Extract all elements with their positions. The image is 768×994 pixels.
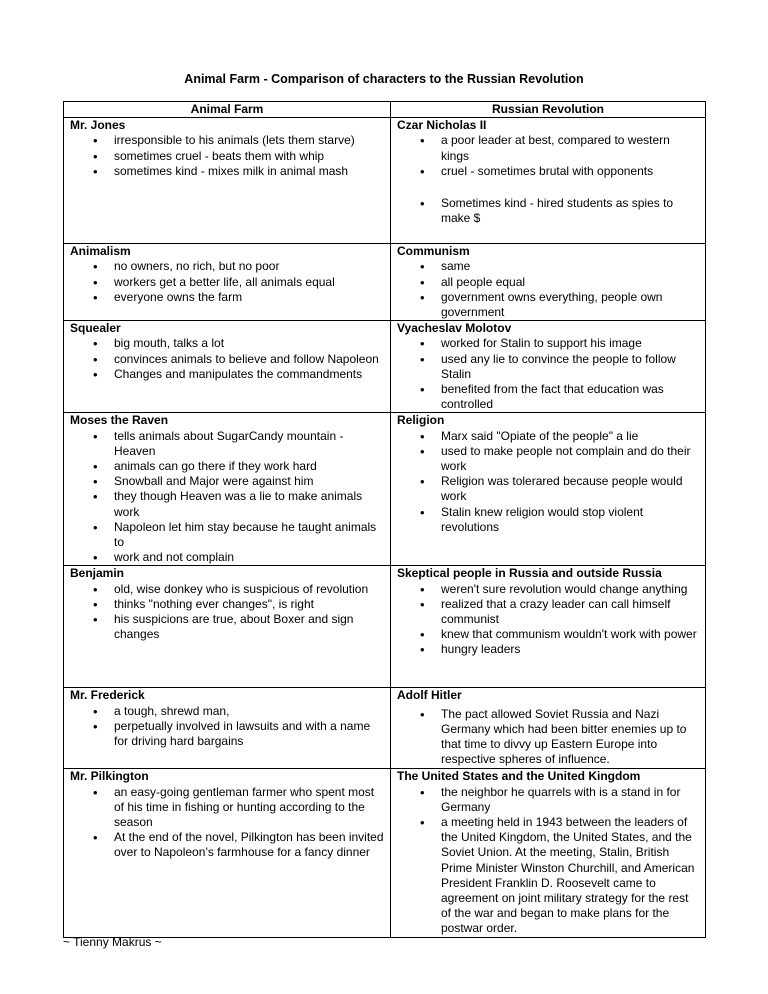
- list-item: • used any lie to convince the people to follow Stalin: [441, 352, 699, 382]
- list-item: • thinks "nothing ever changes", is right: [114, 597, 384, 612]
- table-row: [64, 118, 706, 244]
- animal-farm-cell: [64, 566, 391, 688]
- trait-list: [397, 336, 705, 412]
- comparison-table: [63, 101, 706, 938]
- trait-list: [70, 336, 390, 382]
- animal-farm-cell: [64, 118, 391, 244]
- animal-farm-cell: [64, 688, 391, 769]
- character-name: Moses the Raven: [70, 413, 169, 428]
- table-row: [64, 244, 706, 321]
- trait-list: [70, 785, 390, 861]
- list-item: • tells animals about SugarCandy mountain - Heaven: [114, 429, 384, 459]
- trait-list: [397, 707, 705, 768]
- list-item: • Marx said "Opiate of the people" a lie: [441, 429, 699, 444]
- list-item: • Religion was tolerared because people would work: [441, 474, 699, 504]
- character-name: Benjamin: [70, 566, 125, 581]
- list-item: • his suspicions are true, about Boxer and sign changes: [114, 612, 384, 642]
- list-item: • work and not complain: [114, 550, 384, 565]
- counterpart-name: Religion: [397, 413, 445, 428]
- character-name: Mr. Pilkington: [70, 769, 149, 784]
- counterpart-name: Communism: [397, 244, 470, 259]
- list-item: • Changes and manipulates the commandments: [114, 367, 384, 382]
- trait-list: [70, 133, 390, 179]
- russian-revolution-cell: [391, 321, 706, 413]
- russian-revolution-cell: [391, 413, 706, 566]
- counterpart-name: Adolf Hitler: [397, 688, 462, 703]
- character-name: Squealer: [70, 321, 121, 336]
- column-header-russian-revolution: Russian Revolution: [391, 102, 706, 118]
- trait-list: [70, 582, 390, 643]
- list-item: • At the end of the novel, Pilkington has been invited over to Napoleon’s farmhouse for a fancy dinner: [114, 830, 384, 860]
- list-item: • perpetually involved in lawsuits and with a name for driving hard bargains: [114, 719, 384, 749]
- animal-farm-cell: [64, 321, 391, 413]
- list-item: • The pact allowed Soviet Russia and Nazi Germany which had been bitter enemies up to that time to divvy up Eastern Europe into respective spheres of influence.: [441, 707, 699, 768]
- list-item: • same: [441, 259, 699, 274]
- table-row: [64, 413, 706, 566]
- list-item: • old, wise donkey who is suspicious of revolution: [114, 582, 384, 597]
- list-item: • sometimes cruel - beats them with whip: [114, 149, 384, 164]
- list-item: • government owns everything, people own government: [441, 290, 699, 320]
- list-item: • Snowball and Major were against him: [114, 474, 384, 489]
- trait-list: [397, 785, 705, 937]
- trait-list: [397, 429, 705, 535]
- column-header-animal-farm: Animal Farm: [64, 102, 391, 118]
- counterpart-name: Vyacheslav Molotov: [397, 321, 512, 336]
- russian-revolution-cell: [391, 769, 706, 937]
- list-item: • a meeting held in 1943 between the leaders of the United Kingdom, the United States, and the Soviet Union. At the meeting, Stalin, British Prime Minister Winston Churchill, and American President Franklin D. Roosevelt came to agreement on joint military strategy for the rest of the war and began to make plans for the postwar order.: [441, 815, 699, 937]
- trait-list: [397, 133, 705, 226]
- page-title: Animal Farm - Comparison of characters to the Russian Revolution: [184, 72, 584, 86]
- russian-revolution-cell: [391, 244, 706, 321]
- trait-list: [397, 582, 705, 658]
- animal-farm-cell: [64, 413, 391, 566]
- russian-revolution-cell: [391, 118, 706, 244]
- header-row: [64, 102, 706, 118]
- character-name: Mr. Jones: [70, 118, 126, 133]
- character-name: Animalism: [70, 244, 131, 259]
- trait-list: [70, 429, 390, 566]
- list-item: • weren't sure revolution would change anything: [441, 582, 699, 597]
- table-row: [64, 321, 706, 413]
- russian-revolution-cell: [391, 566, 706, 688]
- list-item: • big mouth, talks a lot: [114, 336, 384, 351]
- list-item: • an easy-going gentleman farmer who spent most of his time in fishing or hunting according to the season: [114, 785, 384, 831]
- list-item: • irresponsible to his animals (lets them starve): [114, 133, 384, 148]
- list-item: • no owners, no rich, but no poor: [114, 259, 384, 274]
- list-item: • cruel - sometimes brutal with opponents: [441, 164, 699, 179]
- table-row: [64, 688, 706, 769]
- list-item: • knew that communism wouldn't work with power: [441, 627, 699, 642]
- list-item: • animals can go there if they work hard: [114, 459, 384, 474]
- list-item: • used to make people not complain and do their work: [441, 444, 699, 474]
- list-item: • all people equal: [441, 275, 699, 290]
- character-name: Mr. Frederick: [70, 688, 145, 703]
- list-item: • Sometimes kind - hired students as spies to make $: [441, 196, 699, 226]
- list-item: • workers get a better life, all animals equal: [114, 275, 384, 290]
- list-item: • the neighbor he quarrels with is a stand in for Germany: [441, 785, 699, 815]
- table-row: [64, 769, 706, 937]
- counterpart-name: The United States and the United Kingdom: [397, 769, 641, 784]
- author-footer: ~ Tienny Makrus ~: [63, 935, 162, 949]
- list-item: • worked for Stalin to support his image: [441, 336, 699, 351]
- list-item: • everyone owns the farm: [114, 290, 384, 305]
- list-item: • Stalin knew religion would stop violent revolutions: [441, 505, 699, 535]
- animal-farm-cell: [64, 244, 391, 321]
- list-item: • sometimes kind - mixes milk in animal mash: [114, 164, 384, 179]
- list-item: • a tough, shrewd man,: [114, 704, 384, 719]
- list-item: • Napoleon let him stay because he taught animals to: [114, 520, 384, 550]
- trait-list: [397, 259, 705, 320]
- list-item: • convinces animals to believe and follow Napoleon: [114, 352, 384, 367]
- animal-farm-cell: [64, 769, 391, 937]
- counterpart-name: Skeptical people in Russia and outside Russia: [397, 566, 662, 581]
- russian-revolution-cell: [391, 688, 706, 769]
- trait-list: [70, 704, 390, 750]
- list-item: • benefited from the fact that education was controlled: [441, 382, 699, 412]
- list-item: • hungry leaders: [441, 642, 699, 657]
- table-row: [64, 566, 706, 688]
- counterpart-name: Czar Nicholas II: [397, 118, 487, 133]
- list-item: • they though Heaven was a lie to make animals work: [114, 489, 384, 519]
- list-item: • realized that a crazy leader can call himself communist: [441, 597, 699, 627]
- trait-list: [70, 259, 390, 305]
- list-item: • a poor leader at best, compared to western kings: [441, 133, 699, 163]
